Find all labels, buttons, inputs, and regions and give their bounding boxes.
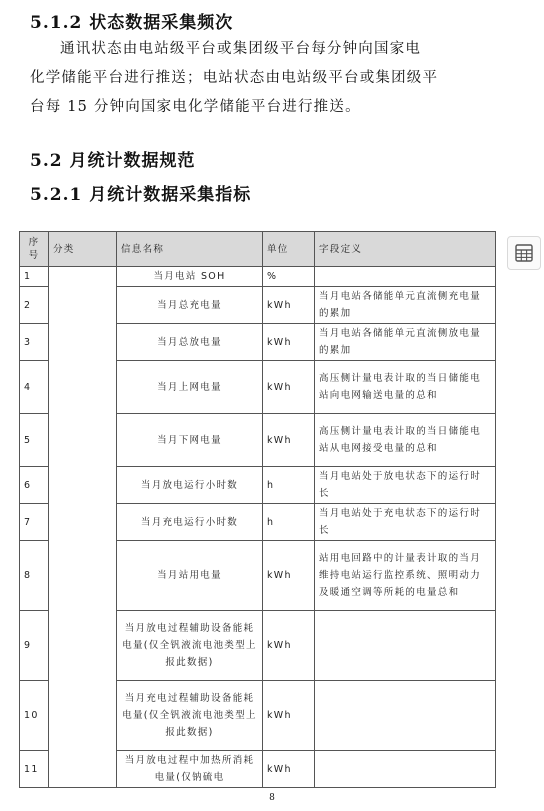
- cell-definition: [315, 267, 496, 287]
- cell-name: 当月放电运行小时数: [117, 467, 263, 504]
- cell-seq: 4: [20, 361, 49, 414]
- cell-seq: 8: [20, 541, 49, 611]
- cell-name: 当月电站 SOH: [117, 267, 263, 287]
- paragraph-line-2: 化学储能平台进行推送；电站状态由电站级平台或集团级平: [30, 70, 439, 86]
- cell-unit: kWh: [263, 324, 315, 361]
- paragraph-line-1: 通讯状态由电站级平台或集团级平台每分钟向国家电: [60, 41, 422, 57]
- cell-unit: kWh: [263, 681, 315, 751]
- cell-category: [49, 267, 117, 788]
- cell-seq: 1: [20, 267, 49, 287]
- header-name: 信息名称: [117, 232, 263, 267]
- cell-definition: [315, 681, 496, 751]
- cell-definition: 当月电站处于充电状态下的运行时长: [315, 504, 496, 541]
- cell-name: 当月总充电量: [117, 287, 263, 324]
- table-calculator-icon: [514, 243, 534, 263]
- cell-name: 当月站用电量: [117, 541, 263, 611]
- cell-unit: kWh: [263, 611, 315, 681]
- cell-definition: 当月电站各储能单元直流侧充电量的累加: [315, 287, 496, 324]
- header-definition: 字段定义: [315, 232, 496, 267]
- cell-seq: 3: [20, 324, 49, 361]
- table-calculator-button[interactable]: [507, 236, 541, 270]
- heading-5-2-1: 5.2.1 月统计数据采集指标: [30, 185, 252, 205]
- heading-5-2: 5.2 月统计数据规范: [30, 151, 196, 171]
- cell-name: 当月充电过程辅助设备能耗电量(仅全钒液流电池类型上报此数据): [117, 681, 263, 751]
- cell-unit: kWh: [263, 541, 315, 611]
- header-seq: 序 号: [20, 232, 49, 267]
- cell-unit: h: [263, 504, 315, 541]
- cell-name: 当月充电运行小时数: [117, 504, 263, 541]
- header-category: 分类: [49, 232, 117, 267]
- cell-definition: 站用电回路中的计量表计取的当月维持电站运行监控系统、照明动力及暖通空调等所耗的电量总和: [315, 541, 496, 611]
- cell-definition: 当月电站各储能单元直流侧放电量的累加: [315, 324, 496, 361]
- cell-unit: kWh: [263, 414, 315, 467]
- cell-name: 当月上网电量: [117, 361, 263, 414]
- paragraph: [30, 35, 500, 122]
- cell-name: 当月下网电量: [117, 414, 263, 467]
- monthly-statistics-table: [19, 231, 496, 788]
- cell-seq: 9: [20, 611, 49, 681]
- header-unit: 单位: [263, 232, 315, 267]
- cell-unit: kWh: [263, 287, 315, 324]
- paragraph-line-3: 台每 15 分钟向国家电化学储能平台进行推送。: [30, 99, 361, 115]
- cell-definition: 当月电站处于放电状态下的运行时长: [315, 467, 496, 504]
- cell-seq: 7: [20, 504, 49, 541]
- cell-definition: [315, 751, 496, 788]
- cell-seq: 6: [20, 467, 49, 504]
- heading-5-1-2: 5.1.2 状态数据采集频次: [30, 13, 234, 33]
- cell-definition: 高压侧计量电表计取的当日储能电站向电网输送电量的总和: [315, 361, 496, 414]
- cell-seq: 5: [20, 414, 49, 467]
- cell-definition: [315, 611, 496, 681]
- cell-definition: 高压侧计量电表计取的当日储能电站从电网接受电量的总和: [315, 414, 496, 467]
- table-row: [20, 267, 496, 287]
- cell-seq: 10: [20, 681, 49, 751]
- cell-name: 当月总放电量: [117, 324, 263, 361]
- cell-unit: kWh: [263, 361, 315, 414]
- cell-seq: 11: [20, 751, 49, 788]
- cell-unit: %: [263, 267, 315, 287]
- table-header-row: [20, 232, 496, 267]
- page-number: 8: [269, 793, 275, 803]
- cell-unit: kWh: [263, 751, 315, 788]
- cell-unit: h: [263, 467, 315, 504]
- cell-name: 当月放电过程辅助设备能耗电量(仅全钒液流电池类型上报此数据): [117, 611, 263, 681]
- cell-name: 当月放电过程中加热所消耗电量(仅钠硫电: [117, 751, 263, 788]
- cell-seq: 2: [20, 287, 49, 324]
